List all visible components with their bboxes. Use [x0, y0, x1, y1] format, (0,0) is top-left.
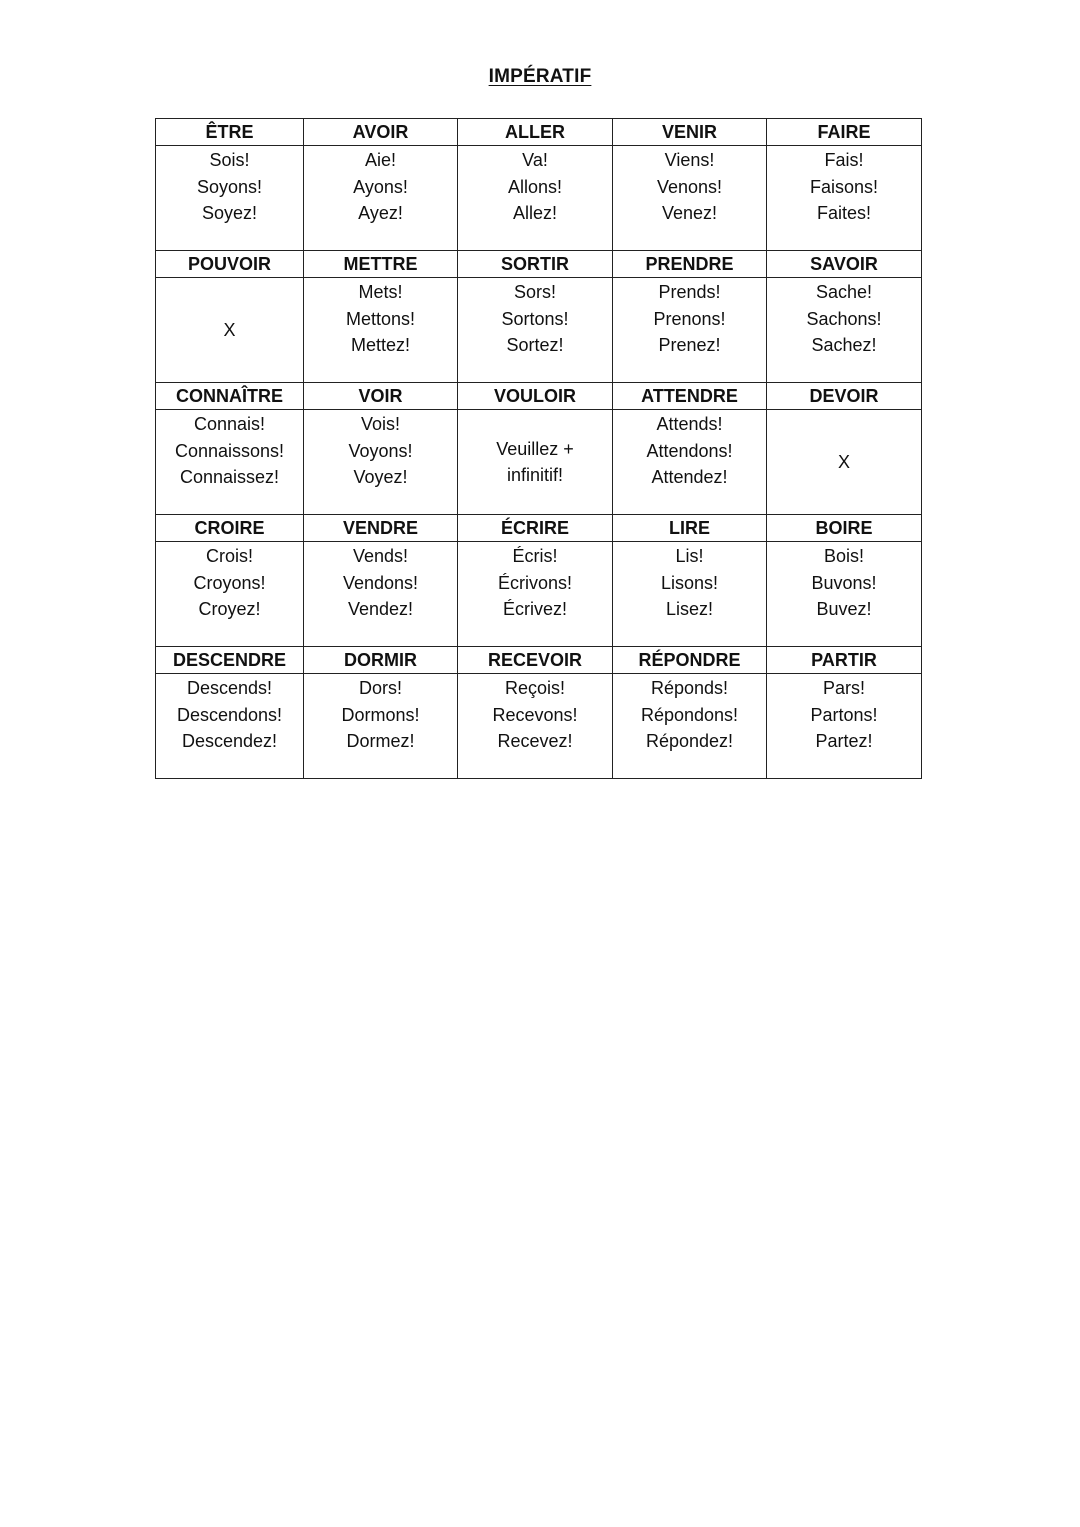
imperative-form: Attends! [656, 414, 723, 434]
verb-forms-cell [458, 278, 613, 383]
imperative-form: Lis! [675, 546, 704, 566]
verb-forms-cell [304, 542, 458, 647]
imperative-form: Buvez! [816, 599, 872, 619]
imperative-form: Faites! [816, 203, 872, 223]
verb-forms-cell [458, 674, 613, 779]
imperative-form: Mettons! [345, 308, 416, 329]
verb-forms-cell [767, 278, 922, 383]
verb-forms-cell [458, 542, 613, 647]
verb-name: LIRE [613, 515, 767, 542]
verb-name: CROIRE [156, 515, 304, 542]
verb-forms-cell [613, 278, 767, 383]
verb-forms-cell [156, 542, 304, 647]
verb-forms-cell [767, 146, 922, 251]
verb-forms-cell [613, 410, 767, 515]
verb-forms-cell [767, 410, 922, 515]
imperative-form: Réponds! [650, 678, 729, 698]
verb-forms-row [156, 674, 922, 779]
imperative-form: Prenons! [653, 308, 726, 329]
verb-header-row [156, 515, 922, 542]
verb-name: BOIRE [767, 515, 922, 542]
imperative-form: Sors! [513, 282, 556, 302]
verb-name: FAIRE [767, 119, 922, 146]
imperative-form: Vends! [352, 546, 409, 566]
verb-name: SORTIR [458, 251, 613, 278]
imperative-form: Descendez! [181, 731, 278, 751]
verb-name: METTRE [304, 251, 458, 278]
verb-forms-cell [156, 674, 304, 779]
verb-name: ALLER [458, 119, 613, 146]
verb-name: CONNAÎTRE [156, 383, 304, 410]
imperative-form: Dormez! [346, 731, 415, 751]
verb-forms-row [156, 146, 922, 251]
verb-forms-cell [304, 146, 458, 251]
imperative-form: Connaissez! [179, 467, 280, 487]
imperative-form: Sache! [815, 282, 873, 302]
page-title: IMPÉRATIF [488, 66, 592, 87]
verb-forms-cell [613, 542, 767, 647]
verb-name: DORMIR [304, 647, 458, 674]
imperative-form: Allez! [512, 203, 557, 223]
imperative-form: Vendez! [347, 599, 414, 619]
imperative-form: Partons! [810, 704, 878, 725]
imperative-form: Voyons! [348, 440, 413, 461]
imperative-form: Prends! [658, 282, 721, 302]
imperative-form: Vendons! [342, 572, 419, 593]
verb-forms-cell [613, 674, 767, 779]
imperative-form: Mets! [358, 282, 403, 302]
imperative-form: Répondez! [645, 731, 734, 751]
verb-forms-cell [458, 146, 613, 251]
imperative-form: Veuillez + [496, 438, 574, 459]
verb-forms-cell [767, 542, 922, 647]
verb-name: RECEVOIR [458, 647, 613, 674]
verb-name: PARTIR [767, 647, 922, 674]
verb-forms-cell [304, 410, 458, 515]
imperative-form: Sortez! [506, 335, 564, 355]
imperative-form: Faisons! [809, 176, 879, 197]
imperative-form: Sortons! [501, 308, 569, 329]
imperative-form: Attendez! [651, 467, 728, 487]
imperative-form: Reçois! [504, 678, 566, 698]
imperative-form: Venez! [661, 203, 718, 223]
imperative-form: Viens! [664, 150, 715, 170]
verb-forms-cell [156, 410, 304, 515]
verb-forms-row [156, 278, 922, 383]
imperative-form: Partez! [815, 731, 873, 751]
verb-name: VOIR [304, 383, 458, 410]
verb-name: SAVOIR [767, 251, 922, 278]
imperative-form: infinitif! [506, 465, 564, 485]
imperative-form: Attendons! [646, 440, 733, 461]
imperative-form: Croyez! [198, 599, 261, 619]
imperative-grid [155, 118, 921, 779]
imperative-form: Pars! [822, 678, 865, 698]
imperative-form: Allons! [507, 176, 563, 197]
imperative-form: Aie! [364, 150, 397, 170]
verb-name: AVOIR [304, 119, 458, 146]
imperative-form: Va! [522, 150, 548, 170]
imperative-form: Venons! [656, 176, 723, 197]
verb-forms-cell [156, 146, 304, 251]
imperative-form: Bois! [823, 546, 865, 566]
imperative-form: Prenez! [658, 335, 721, 355]
verb-name: VENDRE [304, 515, 458, 542]
imperative-form: Écrivons! [497, 572, 573, 593]
imperative-form: X [223, 319, 236, 340]
verb-header-row [156, 647, 922, 674]
verb-forms-cell [458, 410, 613, 515]
verb-name: VOULOIR [458, 383, 613, 410]
verb-name: VENIR [613, 119, 767, 146]
imperative-form: Descends! [186, 678, 273, 698]
imperative-form: Mettez! [350, 335, 411, 355]
imperative-form: Connaissons! [174, 440, 285, 461]
imperative-form: Écris! [512, 546, 558, 566]
verb-forms-row [156, 542, 922, 647]
verb-name: ÊTRE [156, 119, 304, 146]
imperative-form: Recevons! [492, 704, 578, 725]
imperative-form: X [837, 451, 850, 472]
imperative-form: Dors! [358, 678, 402, 698]
imperative-form: Fais! [824, 150, 864, 170]
imperative-form: Lisez! [665, 599, 714, 619]
imperative-form: Recevez! [497, 731, 573, 751]
verb-name: DEVOIR [767, 383, 922, 410]
imperative-form: Lisons! [660, 572, 719, 593]
imperative-form: Connais! [193, 414, 266, 434]
imperative-form: Répondons! [640, 704, 739, 725]
imperative-form: Crois! [205, 546, 253, 566]
imperative-form: Vois! [360, 414, 401, 434]
imperative-form: Croyons! [193, 572, 266, 593]
verb-name: RÉPONDRE [613, 647, 767, 674]
imperative-form: Ayons! [353, 176, 408, 197]
imperative-form: Soyez! [201, 203, 258, 223]
imperative-form: Sachez! [811, 335, 877, 355]
verb-header-row [156, 119, 922, 146]
verb-name: ÉCRIRE [458, 515, 613, 542]
verb-name: PRENDRE [613, 251, 767, 278]
verb-forms-cell [767, 674, 922, 779]
verb-forms-cell [304, 674, 458, 779]
verb-header-row [156, 251, 922, 278]
verb-forms-cell [613, 146, 767, 251]
imperative-form: Ayez! [358, 203, 403, 223]
verb-forms-cell [304, 278, 458, 383]
verb-name: POUVOIR [156, 251, 304, 278]
imperative-form: Sachons! [806, 308, 882, 329]
verb-header-row [156, 383, 922, 410]
imperative-form: Buvons! [811, 572, 877, 593]
verb-table [155, 118, 922, 779]
verb-forms-cell [156, 278, 304, 383]
verb-forms-row [156, 410, 922, 515]
imperative-form: Écrivez! [502, 599, 567, 619]
imperative-form: Soyons! [196, 176, 263, 197]
imperative-form: Descendons! [176, 704, 283, 725]
imperative-form: Dormons! [341, 704, 420, 725]
imperative-form: Voyez! [353, 467, 408, 487]
verb-name: ATTENDRE [613, 383, 767, 410]
verb-name: DESCENDRE [156, 647, 304, 674]
imperative-form: Sois! [209, 150, 250, 170]
